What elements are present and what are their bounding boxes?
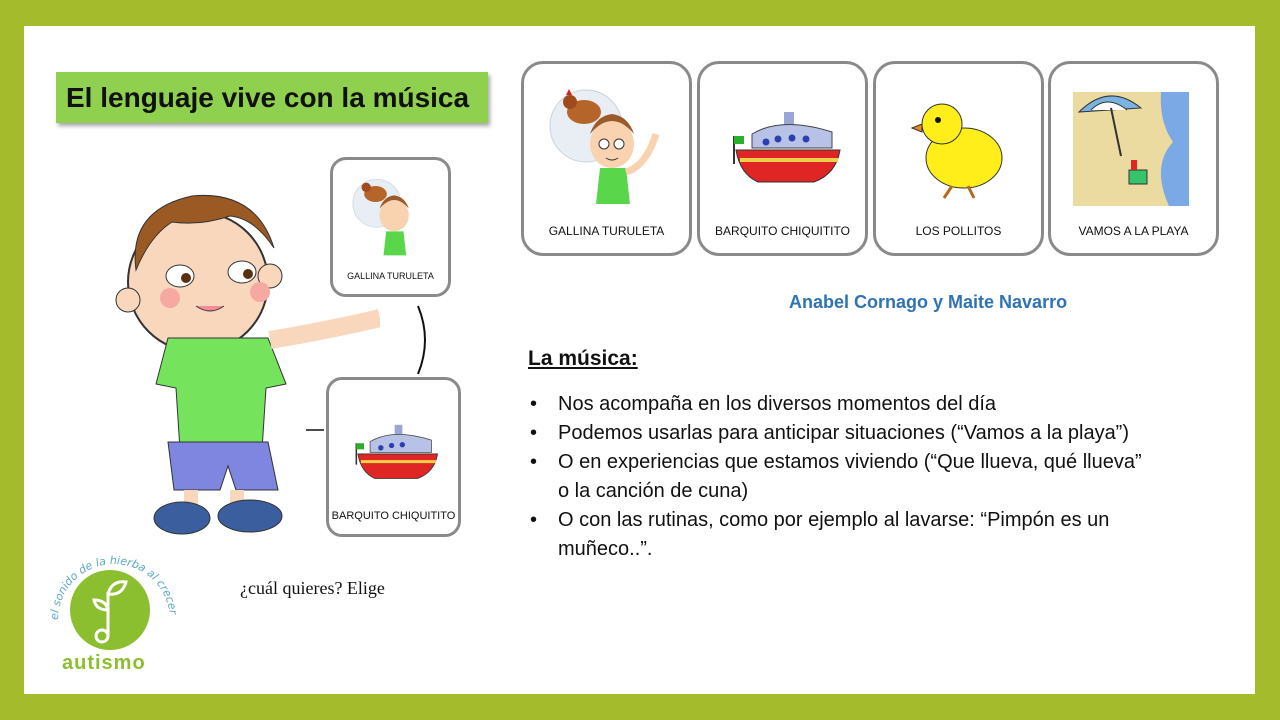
card-label: LOS POLLITOS <box>915 224 1002 238</box>
hen-boy-icon <box>524 64 689 214</box>
chick-icon <box>876 64 1041 214</box>
card-label: VAMOS A LA PLAYA <box>1078 224 1189 238</box>
hen-boy-icon <box>333 162 448 262</box>
card-label: GALLINA TURULETA <box>347 271 434 281</box>
page-title: El lenguaje vive con la música <box>66 81 470 113</box>
card-gallina-turuleta[interactable] <box>521 61 692 256</box>
card-label: BARQUITO CHIQUITITO <box>715 224 850 238</box>
choice-card-gallina-turuleta[interactable] <box>330 157 451 297</box>
boat-icon <box>700 64 865 214</box>
card-barquito-chiquitito[interactable] <box>697 61 868 256</box>
list-item: • Podemos usarlas para anticipar situaciones (“Vamos a la playa”) <box>528 419 1148 448</box>
list-item: • O en experiencias que estamos viviendo (“Que llueva, qué llueva” o la canción de cuna) <box>528 448 1148 506</box>
logo-word: autismo <box>62 652 146 674</box>
choice-caption: ¿cuál quieres? Elige <box>240 578 385 598</box>
autismo-logo <box>44 548 180 658</box>
bullet-list <box>528 390 1148 564</box>
card-los-pollitos[interactable] <box>873 61 1044 256</box>
list-item: • Nos acompaña en los diversos momentos del día <box>528 390 1148 419</box>
card-label: GALLINA TURULETA <box>548 224 665 238</box>
logo-arc-text: el sonido de la hierba al crecer <box>47 553 180 621</box>
choice-connector <box>300 298 470 438</box>
title-banner <box>56 72 488 123</box>
section-heading: La música: <box>528 347 638 370</box>
list-item: • O con las rutinas, como por ejemplo al lavarse: “Pimpón es un muñeco..”. <box>528 506 1148 564</box>
card-vamos-a-la-playa[interactable] <box>1048 61 1219 256</box>
card-label: BARQUITO CHIQUITITO <box>331 510 456 522</box>
beach-icon <box>1051 64 1216 214</box>
authors: Anabel Cornago y Maite Navarro <box>789 292 1068 312</box>
